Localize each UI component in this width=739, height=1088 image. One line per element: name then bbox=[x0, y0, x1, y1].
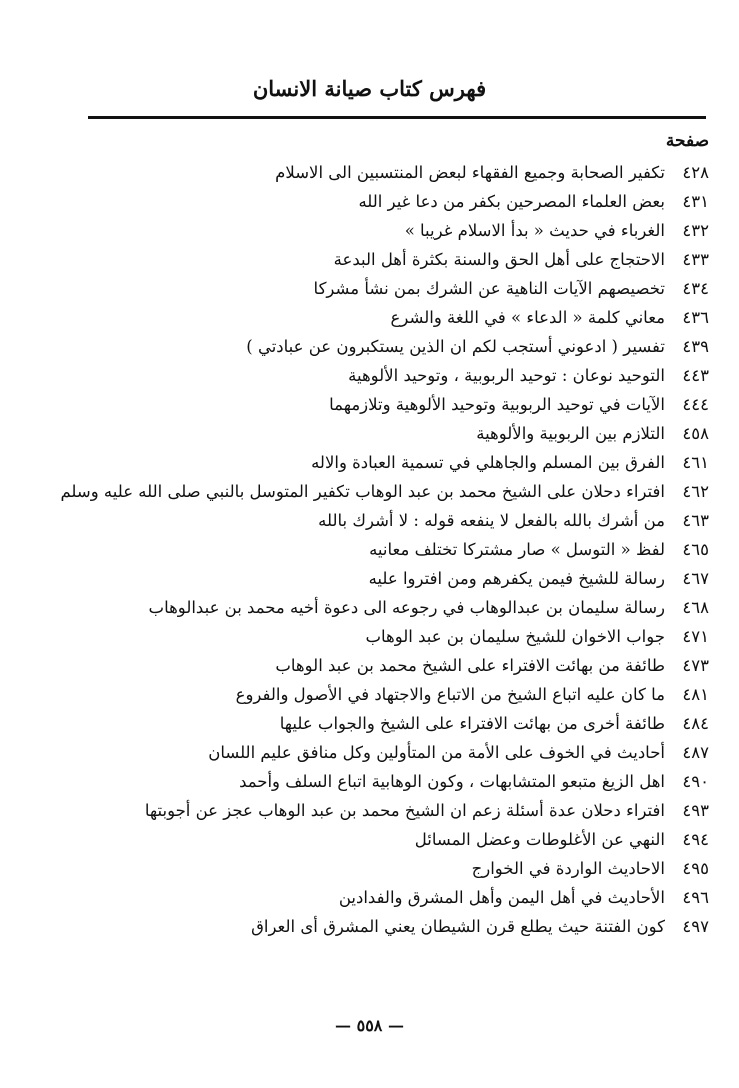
entry-page-number: ٤٣١ bbox=[682, 192, 709, 211]
index-entry bbox=[49, 593, 709, 622]
entry-page-number: ٤٦٨ bbox=[682, 598, 709, 617]
index-entry bbox=[49, 767, 709, 796]
entry-page-number: ٤٣٩ bbox=[682, 337, 709, 356]
index-entry bbox=[49, 506, 709, 535]
entry-page-number: ٤٣٤ bbox=[682, 279, 709, 298]
index-entry bbox=[49, 912, 709, 941]
entry-page-number: ٤٧١ bbox=[682, 627, 709, 646]
entry-page-number: ٤٩٧ bbox=[682, 917, 709, 936]
entry-text: الآيات في توحيد الربوبية وتوحيد الألوهية وتلازمهما bbox=[329, 395, 665, 414]
entry-page-number: ٤٦٥ bbox=[682, 540, 709, 559]
index-entry bbox=[49, 419, 709, 448]
entry-text: من أشرك بالله بالفعل لا ينفعه قوله : لا أشرك بالله bbox=[318, 511, 665, 530]
entry-page-number: ٤٣٢ bbox=[682, 221, 709, 240]
entry-text: الاحاديث الواردة في الخوارج bbox=[471, 859, 665, 878]
index-entry bbox=[49, 738, 709, 767]
entry-text: افتراء دحلان عدة أسئلة زعم ان الشيخ محمد بن عبد الوهاب عجز عن أجوبتها bbox=[144, 801, 665, 820]
index-entry bbox=[49, 796, 709, 825]
page-title: فهرس كتاب صيانة الانسان bbox=[252, 76, 487, 101]
entry-page-number: ٤٩٣ bbox=[682, 801, 709, 820]
page-number-footer: — ٥٥٨ — bbox=[335, 1016, 404, 1035]
index-entry bbox=[49, 216, 709, 245]
index-entry bbox=[49, 825, 709, 854]
entry-page-number: ٤٣٣ bbox=[682, 250, 709, 269]
entry-text: كون الفتنة حيث يطلع قرن الشيطان يعني المشرق أى العراق bbox=[251, 917, 665, 936]
entry-page-number: ٤٩٠ bbox=[682, 772, 709, 791]
entry-text: اهل الزيغ متبعو المتشابهات ، وكون الوهابية اتباع السلف وأحمد bbox=[239, 772, 665, 791]
entry-page-number: ٤٤٣ bbox=[682, 366, 709, 385]
entry-text: معاني كلمة « الدعاء » في اللغة والشرع bbox=[390, 308, 665, 327]
entry-text: ما كان عليه اتباع الشيخ من الاتباع والاجتهاد في الأصول والفروع bbox=[235, 685, 665, 704]
entry-text: الأحاديث في أهل اليمن وأهل المشرق والفدادين bbox=[338, 888, 665, 907]
page-column-label: صفحة bbox=[665, 131, 709, 151]
entry-text: بعض العلماء المصرحين بكفر من دعا غير الله bbox=[358, 192, 665, 211]
entry-text: أحاديث في الخوف على الأمة من المتأولين وكل منافق عليم اللسان bbox=[208, 743, 665, 762]
index-entry bbox=[49, 854, 709, 883]
index-entry bbox=[49, 361, 709, 390]
entry-page-number: ٤٩٥ bbox=[682, 859, 709, 878]
entry-text: افتراء دحلان على الشيخ محمد بن عبد الوهاب تكفير المتوسل بالنبي صلى الله عليه وسلم bbox=[60, 482, 665, 501]
entry-page-number: ٤٥٨ bbox=[682, 424, 709, 443]
entry-text: طائفة أخرى من بهائت الافتراء على الشيخ والجواب عليها bbox=[279, 714, 665, 733]
entry-text: جواب الاخوان للشيخ سليمان بن عبد الوهاب bbox=[365, 627, 665, 646]
entry-page-number: ٤٦٢ bbox=[682, 482, 709, 501]
index-entry bbox=[49, 158, 709, 187]
entry-page-number: ٤٩٦ bbox=[682, 888, 709, 907]
entry-text: التلازم بين الربوبية والألوهية bbox=[476, 424, 665, 443]
index-entry bbox=[49, 477, 709, 506]
header-rule bbox=[88, 116, 706, 119]
index-list bbox=[49, 158, 709, 941]
entry-page-number: ٤٦٧ bbox=[682, 569, 709, 588]
index-entry bbox=[49, 564, 709, 593]
entry-text: تفسير ( ادعوني أستجب لكم ان الذين يستكبرون عن عبادتي ) bbox=[246, 337, 665, 356]
entry-text: رسالة سليمان بن عبدالوهاب في رجوعه الى دعوة أخيه محمد بن عبدالوهاب bbox=[148, 598, 665, 617]
index-entry bbox=[49, 651, 709, 680]
index-entry bbox=[49, 680, 709, 709]
entry-text: رسالة للشيخ فيمن يكفرهم ومن افتروا عليه bbox=[368, 569, 665, 588]
entry-text: طائفة من بهائت الافتراء على الشيخ محمد بن عبد الوهاب bbox=[275, 656, 665, 675]
entry-text: الاحتجاج على أهل الحق والسنة بكثرة أهل البدعة bbox=[333, 250, 665, 269]
entry-page-number: ٤٩٤ bbox=[682, 830, 709, 849]
index-entry bbox=[49, 187, 709, 216]
index-entry bbox=[49, 245, 709, 274]
entry-text: الغرباء في حديث « بدأ الاسلام غريبا » bbox=[404, 221, 665, 240]
entry-page-number: ٤٦٣ bbox=[682, 511, 709, 530]
entry-text: لفظ « التوسل » صار مشتركا تختلف معانيه bbox=[369, 540, 665, 559]
entry-page-number: ٤٧٣ bbox=[682, 656, 709, 675]
entry-page-number: ٤٢٨ bbox=[682, 163, 709, 182]
entry-page-number: ٤٣٦ bbox=[682, 308, 709, 327]
entry-page-number: ٤٦١ bbox=[682, 453, 709, 472]
index-entry bbox=[49, 448, 709, 477]
entry-text: تخصيصهم الآيات الناهية عن الشرك بمن نشأ مشركا bbox=[313, 279, 665, 298]
index-entry bbox=[49, 883, 709, 912]
entry-text: التوحيد نوعان : توحيد الربوبية ، وتوحيد الألوهية bbox=[348, 366, 665, 385]
index-entry bbox=[49, 622, 709, 651]
entry-text: تكفير الصحابة وجميع الفقهاء لبعض المنتسبين الى الاسلام bbox=[275, 163, 665, 182]
entry-page-number: ٤٨٧ bbox=[682, 743, 709, 762]
entry-page-number: ٤٨١ bbox=[682, 685, 709, 704]
index-entry bbox=[49, 709, 709, 738]
index-entry bbox=[49, 390, 709, 419]
index-entry bbox=[49, 535, 709, 564]
index-entry bbox=[49, 332, 709, 361]
entry-page-number: ٤٨٤ bbox=[682, 714, 709, 733]
entry-text: الفرق بين المسلم والجاهلي في تسمية العبادة والاله bbox=[311, 453, 665, 472]
entry-text: النهي عن الأغلوطات وعضل المسائل bbox=[414, 830, 665, 849]
entry-page-number: ٤٤٤ bbox=[682, 395, 709, 414]
index-entry bbox=[49, 303, 709, 332]
index-entry bbox=[49, 274, 709, 303]
